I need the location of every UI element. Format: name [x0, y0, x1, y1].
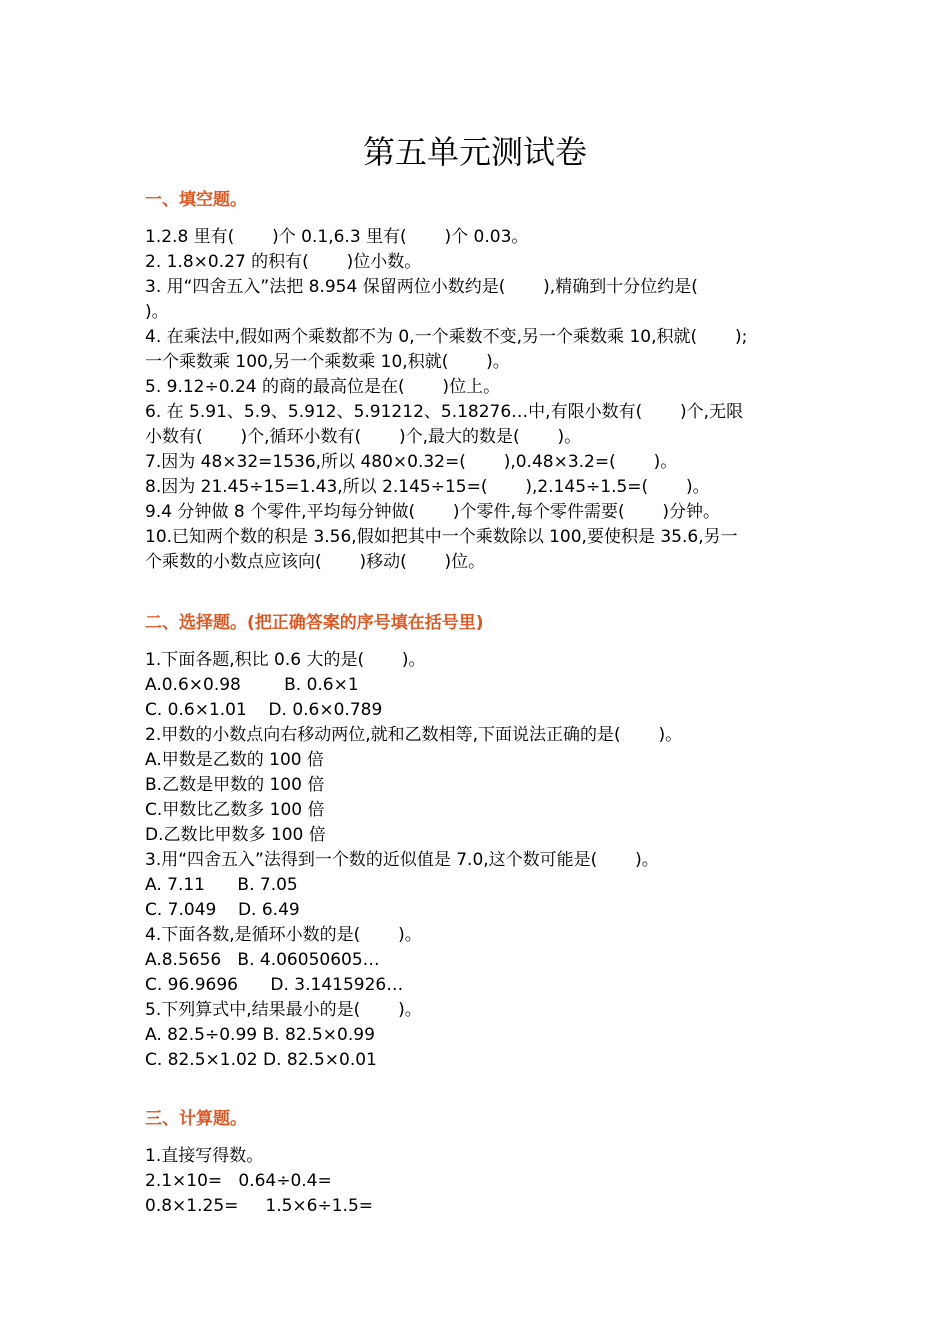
question-line: 5.下列算式中,结果最小的是( )。 [145, 1000, 422, 1020]
section-lines [145, 1144, 815, 1219]
question-line: 个乘数的小数点应该向( )移动( )位。 [145, 552, 486, 572]
question-line: 7.因为 48×32=1536,所以 480×0.32=( ),0.48×3.2=( )。 [145, 452, 678, 472]
question-line: A. 7.11 B. 7.05 [145, 875, 298, 895]
question-line: 9.4 分钟做 8 个零件,平均每分钟做( )个零件,每个零件需要( )分钟。 [145, 502, 721, 522]
question-line: A.0.6×0.98 B. 0.6×1 [145, 675, 359, 695]
section-multiple-choice [145, 612, 815, 1073]
question-line: 1.下面各题,积比 0.6 大的是( )。 [145, 650, 426, 670]
question-line: A.甲数是乙数的 100 倍 [145, 750, 324, 770]
section-heading: 三、计算题。 [145, 1109, 247, 1129]
section-calculation [145, 1108, 815, 1219]
question-line: C. 82.5×1.02 D. 82.5×0.01 [145, 1050, 377, 1070]
question-line: 3.用“四舍五入”法得到一个数的近似值是 7.0,这个数可能是( )。 [145, 850, 659, 870]
question-line: C. 7.049 D. 6.49 [145, 900, 300, 920]
question-line: 一个乘数乘 100,另一个乘数乘 10,积就( )。 [145, 352, 510, 372]
question-line: A.8.5656 B. 4.06050605… [145, 950, 380, 970]
question-line: 8.因为 21.45÷15=1.43,所以 2.145÷15=( ),2.145÷1.5=( )。 [145, 477, 710, 497]
question-line: 4. 在乘法中,假如两个乘数都不为 0,一个乘数不变,另一个乘数乘 10,积就( ); [145, 327, 748, 347]
page-title: 第五单元测试卷 [362, 133, 587, 171]
question-line: 0.8×1.25= 1.5×6÷1.5= [145, 1196, 374, 1216]
question-line: 6. 在 5.91、5.9、5.912、5.91212、5.18276…中,有限小数有( )个,无限 [145, 402, 744, 422]
section-fill-in-blank [145, 189, 815, 575]
question-line: 1.直接写得数。 [145, 1146, 264, 1166]
question-line: 4.下面各数,是循环小数的是( )。 [145, 925, 422, 945]
question-line: 2.甲数的小数点向右移动两位,就和乙数相等,下面说法正确的是( )。 [145, 725, 683, 745]
question-line: 2. 1.8×0.27 的积有( )位小数。 [145, 252, 422, 272]
question-line: 3. 用“四舍五入”法把 8.954 保留两位小数约是( ),精确到十分位约是( [145, 277, 698, 297]
question-line: A. 82.5÷0.99 B. 82.5×0.99 [145, 1025, 375, 1045]
question-line: C. 0.6×1.01 D. 0.6×0.789 [145, 700, 383, 720]
question-line: D.乙数比甲数多 100 倍 [145, 825, 326, 845]
question-line: 1.2.8 里有( )个 0.1,6.3 里有( )个 0.03。 [145, 227, 529, 247]
question-line: )。 [145, 302, 169, 322]
section-lines [145, 225, 815, 575]
section-lines [145, 648, 815, 1073]
section-heading: 二、选择题。(把正确答案的序号填在括号里) [145, 613, 484, 633]
question-line: 10.已知两个数的积是 3.56,假如把其中一个乘数除以 100,要使积是 35.6,另一 [145, 527, 738, 547]
section-heading: 一、填空题。 [145, 190, 247, 210]
question-line: 小数有( )个,循环小数有( )个,最大的数是( )。 [145, 427, 582, 447]
question-line: 2.1×10= 0.64÷0.4= [145, 1171, 332, 1191]
question-line: 5. 9.12÷0.24 的商的最高位是在( )位上。 [145, 377, 501, 397]
question-line: C.甲数比乙数多 100 倍 [145, 800, 325, 820]
question-line: C. 96.9696 D. 3.1415926… [145, 975, 404, 995]
question-line: B.乙数是甲数的 100 倍 [145, 775, 325, 795]
